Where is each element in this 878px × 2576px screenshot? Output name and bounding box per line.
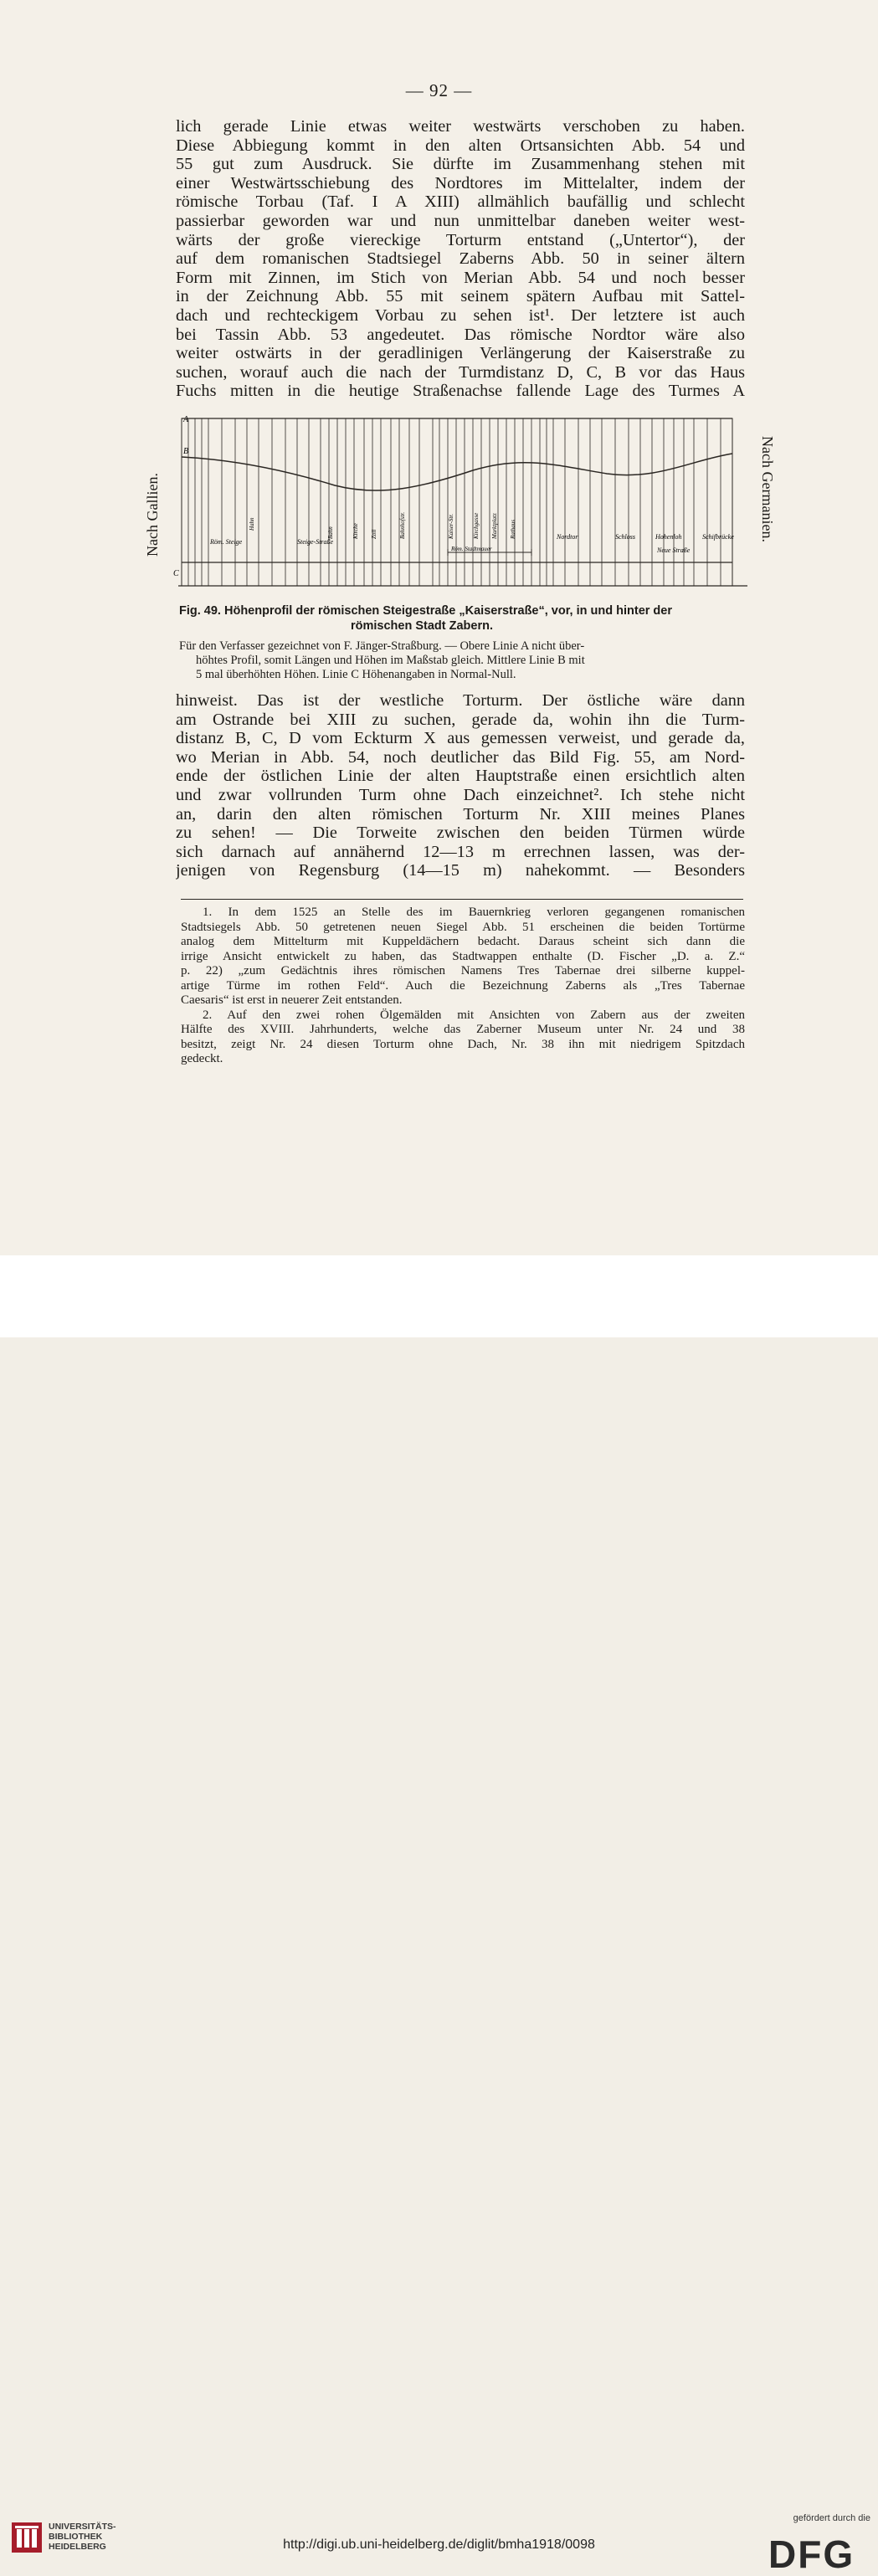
caption-note-line: 5 mal überhöhten Höhen. Linie C Höhenangaben in Normal-Null. [196, 668, 516, 682]
text-line: Fuchs mitten in die heutige Straßenachse fallende Lage des Turmes A [176, 382, 745, 401]
footnote-line: 1. In dem 1525 an Stelle des im Bauernkrieg verloren gegangenen romanischen [203, 906, 745, 919]
footnote-line: Hälfte des XVIII. Jahrhunderts, welche das Zaberner Museum unter Nr. 24 und 38 [181, 1023, 745, 1036]
text-line: 55 gut zum Ausdruck. Sie dürfte im Zusammenhang stehen mit [176, 155, 745, 174]
handwritten-label: Marktplatz [491, 513, 498, 539]
handwritten-label: Kaiser-Str. [448, 513, 454, 539]
handwritten-label: Schifbrücke [702, 533, 734, 541]
footnote-line: 2. Auf den zwei rohen Ölgemälden mit Ansichten von Zabern aus der zweiten [203, 1008, 745, 1022]
footnote-line: artige Türme im rothen Feld“. Auch die Bezeichnung Zaberns als „Tres Tabernae [181, 978, 745, 993]
text-line: auf dem romanischen Stadtsiegel Zaberns Abb. 50 in seiner ältern [176, 249, 745, 269]
text-line: an, darin den alten römischen Torturm Nr. XIII meines Planes [176, 804, 745, 824]
digitization-footer [0, 1255, 878, 2576]
caption-note-line: höhtes Profil, somit Längen und Höhen im Maßstab gleich. Mittlere Linie B mit [196, 654, 585, 668]
footnote-line: Stadtsiegels Abb. 50 getretenen neuen Siegel Abb. 51 erscheinen die beiden Tortürme [181, 920, 745, 934]
height-profile-figure [172, 413, 749, 591]
handwritten-label: Kirchgasse [473, 512, 480, 539]
text-line: hinweist. Das ist der westliche Torturm. Der östliche wäre dann [176, 691, 745, 710]
source-url-link[interactable]: http://digi.ub.uni-heidelberg.de/diglit/bmha1918/0098 [283, 2538, 595, 2552]
text-line: römische Torbau (Taf. I A XIII) allmählich baufällig und schlecht [176, 192, 745, 212]
side-label-west: Nach Gallien. [144, 473, 161, 557]
text-line: bei Tassin Abb. 53 angedeutet. Das römische Nordtor wäre also [176, 325, 745, 344]
handwritten-label: Bahn [327, 526, 334, 539]
footnote-line: p. 22) „zum Gedächtnis ihres römischen Namens Tres Tabernae drei silberne kuppel- [181, 964, 745, 978]
body-text-bottom [176, 691, 745, 880]
scanned-page [0, 0, 878, 1255]
text-line: sich darnach auf annähernd 12—13 m errechnen lassen, was der- [176, 842, 745, 861]
profile-frame [182, 418, 732, 586]
footnotes [181, 906, 745, 1067]
page-number: — 92 — [405, 80, 473, 100]
text-line: ende der östlichen Linie der alten Hauptstraße einen ersichtlich alten [176, 767, 745, 786]
library-name-line: HEIDELBERG [49, 2542, 106, 2552]
footnote-line: besitzt, zeigt Nr. 24 diesen Torturm ohne Dach, Nr. 38 ihn mit niedrigem Spitzdach [181, 1037, 745, 1051]
footnote-line: Caesaris“ ist erst in neuerer Zeit entstanden. [181, 993, 403, 1007]
profile-grid [182, 418, 732, 586]
figure-caption-title [179, 603, 748, 634]
footnote-line: analog dem Mittelturm mit Kuppeldächern bedacht. Daraus scheint sich dann die [181, 935, 745, 948]
handwritten-label: Kirche [352, 523, 359, 539]
footnote-line: irrige Ansicht entwickelt zu haben, das Stadtwappen enthalte (D. Fischer „D. a. Z.“ [181, 949, 745, 963]
text-line: zu sehen! — Die Torweite zwischen den beiden Türmen würde [176, 824, 745, 843]
handwritten-label: Rathaus [510, 520, 516, 539]
footnote-line: gedeckt. [181, 1052, 223, 1065]
caption-note-line: Für den Verfasser gezeichnet von F. Jänger-Straßburg. — Obere Linie A nicht über- [179, 639, 585, 653]
handwritten-label: Steige-Straße [297, 538, 334, 546]
text-line: Form mit Zinnen, im Stich von Merian Abb. 54 und noch besser [176, 268, 745, 287]
handwritten-label: Schloss [615, 533, 635, 541]
text-line: am Ostrande bei XIII zu suchen, gerade da, wohin ihn die Turm- [176, 710, 745, 729]
caption-line: römischen Stadt Zabern. [350, 619, 493, 633]
dfg-logo-text: DFG [768, 2532, 855, 2576]
text-line: in der Zeichnung Abb. 55 mit seinem spätern Aufbau mit Sattel- [176, 287, 745, 306]
handwritten-label: Hohenloh [655, 533, 682, 541]
profile-line-b [182, 454, 732, 490]
handwritten-label: Röm. Stadtmauer [451, 546, 492, 552]
handwritten-label: Röm. Steige [210, 538, 243, 546]
handwritten-label: Zoll [371, 529, 377, 539]
text-line: Diese Abbiegung kommt in den alten Ortsansichten Abb. 54 und [176, 136, 745, 155]
footnote-divider [181, 899, 743, 900]
text-line: suchen, worauf auch die nach der Turmdistanz D, C, B vor das Haus [176, 362, 745, 382]
text-line: wo Merian in Abb. 54, noch deutlicher das Bild Fig. 55, am Nord- [176, 747, 745, 767]
handwritten-label: Neue Straße [657, 547, 691, 554]
library-name-line: UNIVERSITÄTS- [49, 2522, 116, 2532]
line-label: C [173, 569, 179, 578]
text-line: dach und rechteckigem Vorbau zu sehen ist¹. Der letztere ist auch [176, 305, 745, 325]
text-line: passierbar geworden war und nun unmittelbar daneben weiter west- [176, 211, 745, 230]
handwritten-label: Nordtor [557, 533, 578, 541]
handwritten-label: Bahnhofstr. [399, 511, 406, 539]
side-label-east: Nach Germanien. [759, 436, 776, 542]
text-line: distanz B, C, D vom Eckturm X aus gemessen verweist, und gerade da, [176, 729, 745, 748]
text-line: jenigen von Regensburg (14—15 m) nahekommt. — Besonders [176, 861, 745, 880]
figure-caption-note [179, 639, 745, 683]
text-line: lich gerade Linie etwas weiter westwärts verschoben zu haben. [176, 117, 745, 136]
text-line: und zwar vollrunden Turm ohne Dach einzeichnet². Ich stehe nicht [176, 785, 745, 804]
sponsor-text: gefördert durch die [793, 2513, 870, 2523]
text-line: wärts der große viereckige Torturm entstand („Untertor“), der [176, 230, 745, 249]
text-line: einer Westwärtsschiebung des Nordtores im Mittelalter, indem der [176, 173, 745, 192]
caption-line: Fig. 49. Höhenprofil der römischen Steigestraße „Kaiserstraße“, vor, in und hinter der [179, 604, 672, 618]
body-text-top [176, 117, 745, 401]
text-line: weiter ostwärts in der geradlinigen Verlängerung der Kaiserstraße zu [176, 344, 745, 363]
handwritten-label: Hahn [249, 517, 255, 531]
line-label: B [183, 447, 189, 456]
dfg-logo-icon [765, 2526, 870, 2576]
library-name-line: BIBLIOTHEK [49, 2532, 103, 2542]
line-label: A [183, 415, 189, 424]
